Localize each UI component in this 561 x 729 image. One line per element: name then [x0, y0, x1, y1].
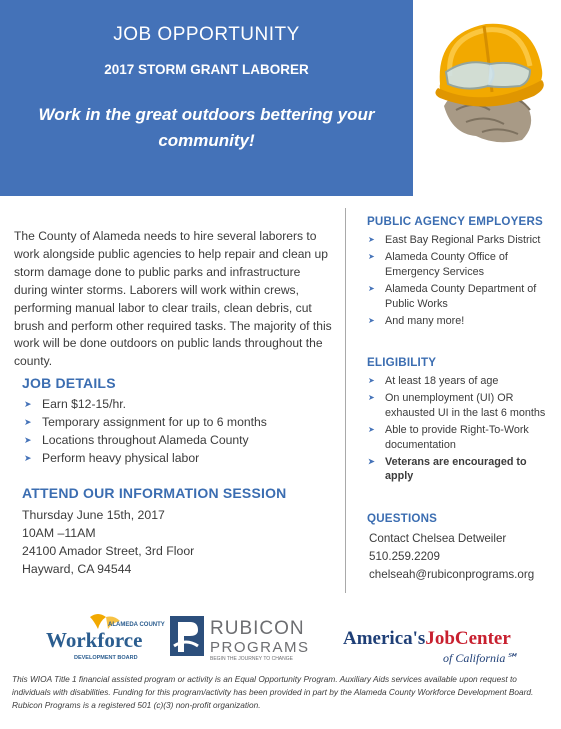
- alameda-county-workforce-logo: [44, 613, 165, 669]
- bullet-arrow-icon: ➤: [368, 235, 375, 244]
- eligibility-heading: ELIGIBILITY: [367, 356, 437, 369]
- svg-text:America'sJobCenter: [343, 628, 511, 649]
- questions-contact-block: [369, 530, 534, 584]
- bullet-arrow-icon: ➤: [368, 425, 375, 435]
- list-item: ➤ Able to provide Right-To-Work documentation: [368, 424, 529, 451]
- rubicon-sub-text: PROGRAMS: [210, 639, 310, 656]
- list-item: ➤ Alameda County Department of Public Works: [368, 283, 537, 310]
- ajc-california-text: of California℠: [443, 651, 518, 665]
- intro-paragraph: The County of Alameda needs to hire several laborers to work alongside public agencies to help repair and clean up storm damage done to public parks and infrastructure during winter storms. Laborers will work within crews, performing manual labor to clear trails, clean debris, cut brush and perform other required tasks. The majority of this work will be done outdoors on public lands throughout the county.: [14, 229, 332, 369]
- list-item: ➤ On unemployment (UI) OR exhausted UI in the last 6 months: [368, 392, 546, 419]
- hard-hat-gloves-image: [426, 14, 552, 146]
- job-details-heading: JOB DETAILS: [22, 375, 116, 391]
- bullet-arrow-icon: ➤: [24, 399, 32, 409]
- questions-heading: QUESTIONS: [367, 512, 438, 525]
- list-item: ➤ And many more!: [368, 315, 465, 328]
- list-item: ➤ Locations throughout Alameda County: [24, 433, 249, 447]
- americas-job-center-logo: [343, 622, 543, 668]
- bullet-arrow-icon: ➤: [368, 457, 375, 467]
- ajc-americas-text: America's: [343, 628, 426, 649]
- acw-top-text: ALAMEDA COUNTY: [108, 622, 165, 628]
- rubicon-tagline: BEGIN THE JOURNEY TO CHANGE: [210, 656, 293, 662]
- eligibility-list: [367, 374, 547, 487]
- ajc-jobcenter-text: JobCenter: [425, 628, 511, 649]
- session-time: 10AM –11AM: [22, 526, 96, 540]
- page-title: JOB OPPORTUNITY: [113, 24, 300, 45]
- info-session-details: [22, 506, 194, 578]
- rubicon-main-text: RUBICON: [210, 618, 305, 639]
- rubicon-programs-logo: [168, 612, 328, 662]
- list-item: ➤ Temporary assignment for up to 6 months: [24, 415, 267, 429]
- list-item: ➤ East Bay Regional Parks District: [368, 234, 541, 246]
- tagline: Work in the great outdoors bettering your community!: [38, 105, 375, 150]
- employers-heading: PUBLIC AGENCY EMPLOYERS: [367, 215, 543, 228]
- column-divider: [345, 208, 346, 593]
- acw-sub-text: DEVELOPMENT BOARD: [74, 655, 138, 661]
- employers-list: [367, 233, 547, 331]
- acw-main-text: Workforce: [46, 628, 143, 652]
- bullet-arrow-icon: ➤: [368, 284, 375, 294]
- list-item: ➤ At least 18 years of age: [368, 375, 499, 387]
- contact-name: Contact Chelsea Detweiler: [369, 532, 507, 545]
- bullet-arrow-icon: ➤: [368, 376, 375, 385]
- job-details-list: [22, 395, 342, 467]
- bullet-arrow-icon: ➤: [24, 435, 32, 445]
- bullet-arrow-icon: ➤: [368, 393, 375, 403]
- session-address-line2: Hayward, CA 94544: [22, 562, 132, 576]
- list-item: ➤ Earn $12-15/hr.: [24, 397, 127, 411]
- list-item: ➤ Veterans are encouraged to apply: [368, 456, 527, 483]
- bullet-arrow-icon: ➤: [24, 453, 32, 463]
- list-item: ➤ Alameda County Office of Emergency Services: [368, 251, 508, 278]
- session-date: Thursday June 15th, 2017: [22, 508, 165, 522]
- header-banner: [0, 0, 413, 196]
- footer-disclaimer: This WIOA Title 1 financial assisted program or activity is an Equal Opportunity Program. Auxiliary Aids services available upon request to individuals with disabilities. Funding for this program/activity has been provided in part by the Alameda County Workforce Development Board. Rubicon Programs is a registered 501 (c)(3) non-profit organization.: [12, 674, 534, 710]
- list-item: ➤ Perform heavy physical labor: [24, 451, 200, 465]
- bullet-arrow-icon: ➤: [368, 252, 375, 262]
- bullet-arrow-icon: ➤: [368, 316, 375, 326]
- contact-email[interactable]: chelseah@rubiconprograms.org: [369, 568, 535, 581]
- contact-phone[interactable]: 510.259.2209: [369, 550, 440, 563]
- session-address-line1: 24100 Amador Street, 3rd Floor: [22, 544, 195, 558]
- bullet-arrow-icon: ➤: [24, 417, 32, 427]
- info-session-heading: ATTEND OUR INFORMATION SESSION: [22, 485, 287, 501]
- page-subtitle: 2017 STORM GRANT LABORER: [104, 62, 309, 77]
